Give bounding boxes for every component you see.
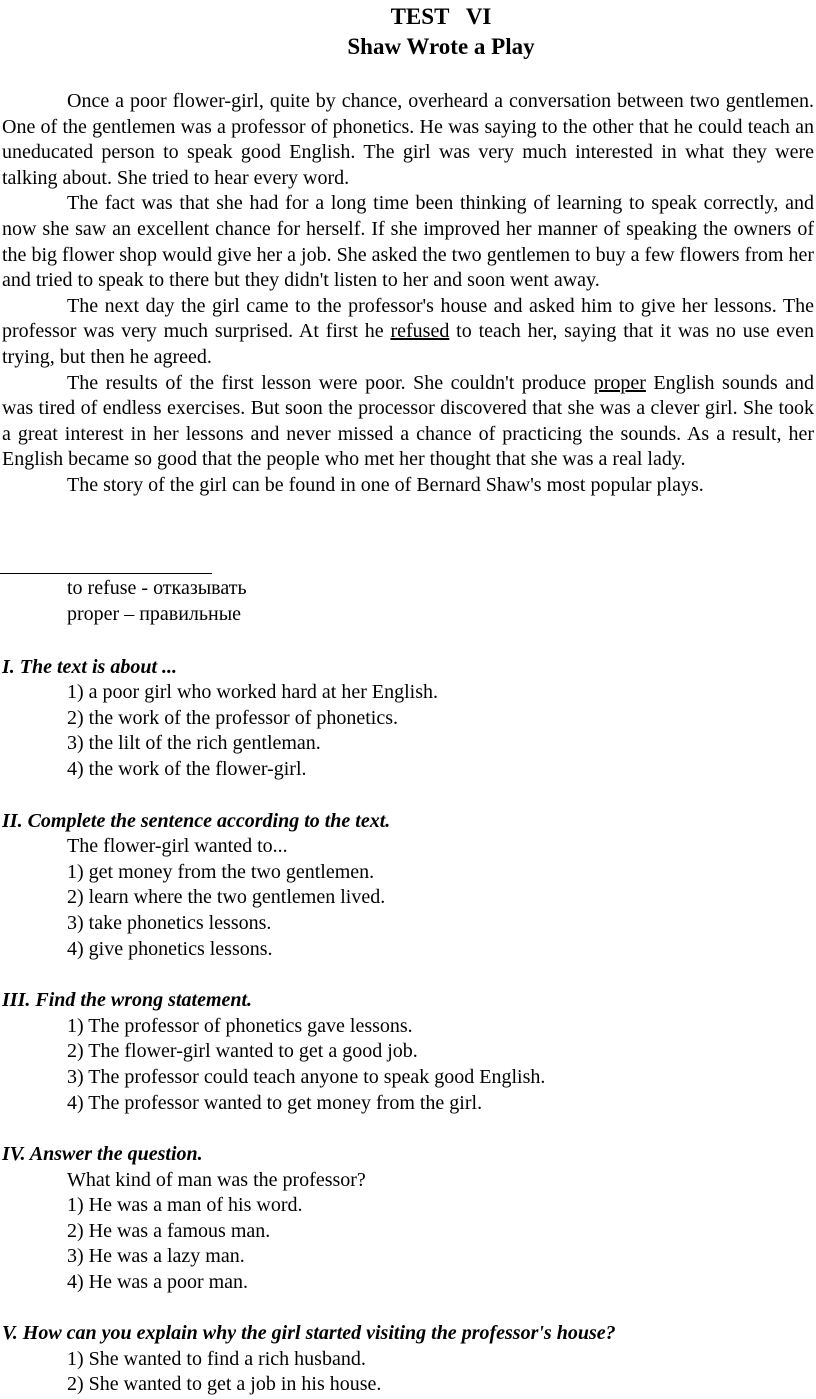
question-prompt: What kind of man was the professor? — [67, 1169, 366, 1191]
story-text-span: The results of the first lesson were poor. She couldn't produce — [67, 371, 594, 394]
test-title: TEST VI — [390, 4, 492, 29]
answer-option: 2) She wanted to get a job in his house. — [67, 1373, 382, 1395]
question-heading: I. The text is about ... — [2, 656, 178, 678]
underlined-word-refused: refused — [390, 320, 450, 343]
answer-option: 1) She wanted to find a rich husband. — [67, 1348, 366, 1370]
answer-option: 2) The flower-girl wanted to get a good job. — [67, 1040, 418, 1062]
question-heading: IV. Answer the question. — [2, 1143, 203, 1165]
footnote-divider — [0, 573, 212, 574]
answer-option: 4) The professor wanted to get money from the girl. — [67, 1092, 483, 1114]
answer-option: 1) The professor of phonetics gave lessons. — [67, 1015, 413, 1037]
story-text-span: The fact was that she had for a long time been thinking of learning to speak correctly, and now she saw an excellent chance for herself. If she improved her manner of speaking the owners of the big flower shop would give her a job. She asked the two gentlemen to buy a few flowers from her and tried to speak to there but they didn't listen to her and soon went away. — [2, 192, 814, 292]
answer-option: 3) The professor could teach anyone to speak good English. — [67, 1066, 546, 1088]
answer-option: 1) a poor girl who worked hard at her English. — [67, 681, 439, 703]
answer-option: 2) He was a famous man. — [67, 1220, 271, 1242]
answer-option: 3) the lilt of the rich gentleman. — [67, 732, 321, 754]
answer-option: 4) He was a poor man. — [67, 1271, 249, 1293]
answer-option: 2) learn where the two gentlemen lived. — [67, 886, 386, 908]
answer-option: 1) get money from the two gentlemen. — [67, 861, 375, 883]
story-paragraph — [2, 191, 814, 293]
story-paragraph: The story of the girl can be found in one of Bernard Shaw's most popular plays. — [67, 473, 704, 496]
question-heading: V. How can you explain why the girl started visiting the professor's house? — [2, 1322, 616, 1344]
story-text-span: The next day the girl came to the professor's house and asked him to give her lessons. The professor was very much surprised. At first he — [2, 294, 814, 343]
story-title: Shaw Wrote a Play — [347, 34, 535, 59]
answer-option: 3) take phonetics lessons. — [67, 912, 272, 934]
question-heading: III. Find the wrong statement. — [2, 989, 253, 1011]
answer-option: 2) the work of the professor of phonetics. — [67, 707, 399, 729]
story-paragraph: Once a poor flower-girl, quite by chance, overheard a conversation between two gentlemen. One of the gentlemen was a professor of phonetics. He was saying to the other that he could teach an uneducated person to speak good English. The girl was very much interested in what they were talking about. She tried to hear every word. — [2, 90, 814, 189]
story-paragraph — [2, 371, 814, 473]
answer-option: 4) give phonetics lessons. — [67, 938, 273, 960]
underlined-word-proper: proper — [593, 371, 646, 394]
story-text-span: English sounds and was tired of endless exercises. But soon the processor discovered that she was a clever girl. She took a great interest in her lessons and never missed a chance of practicing the sounds. As a result, her English became so good that the people who met her thought that she was a real lady. — [2, 371, 815, 471]
answer-option: 1) He was a man of his word. — [67, 1194, 303, 1216]
story-text-span: to teach her, saying that it was no use even trying, but then he agreed. — [2, 320, 814, 368]
story-text — [2, 89, 814, 499]
glossary-entry: proper – правильные — [67, 603, 242, 625]
answer-option: 4) the work of the flower-girl. — [67, 758, 307, 780]
story-paragraph — [2, 294, 814, 371]
question-heading: II. Complete the sentence according to the text. — [2, 810, 391, 832]
answer-option: 3) He was a lazy man. — [67, 1245, 245, 1267]
glossary-entry: to refuse - отказывать — [67, 577, 247, 599]
question-prompt: The flower-girl wanted to... — [67, 835, 288, 857]
